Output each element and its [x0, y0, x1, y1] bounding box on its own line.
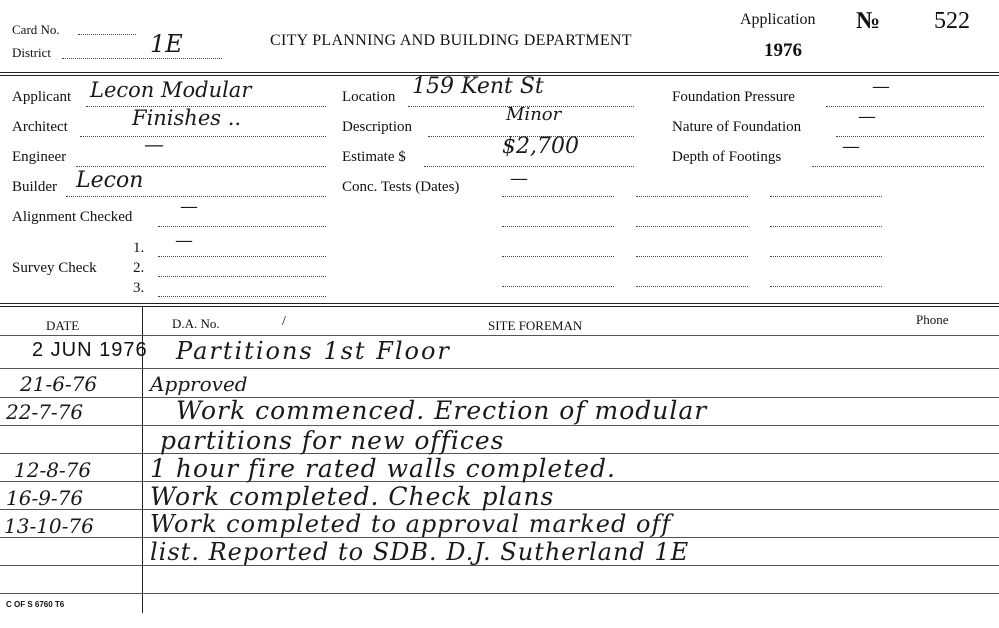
survey-3-line: [158, 296, 326, 297]
log-entry-2: Approved: [150, 372, 248, 396]
conc-tests-line-10: [502, 286, 614, 287]
conc-tests-line-6: [770, 226, 882, 227]
log-row-rule-9: [0, 593, 999, 594]
log-entry-4: partitions for new offices: [160, 426, 505, 455]
site-foreman-header: SITE FOREMAN: [488, 318, 583, 333]
depth-footings-value: —: [842, 136, 860, 157]
log-date-7: 13-10-76: [4, 514, 94, 538]
log-date-5: 12-8-76: [14, 458, 92, 482]
phone-header: Phone: [916, 312, 949, 327]
engineer-label: Engineer: [12, 149, 67, 165]
architect-label: Architect: [12, 119, 68, 135]
survey-2-num: 2.: [133, 260, 145, 276]
foundation-pressure-value: —: [872, 76, 890, 97]
conc-tests-value: —: [510, 168, 528, 189]
estimate-line: [424, 166, 634, 167]
log-row-rule-1: [0, 368, 999, 369]
district-value: 1E: [150, 30, 183, 58]
log-date-6: 16-9-76: [6, 486, 84, 510]
location-value: 159 Kent St: [412, 74, 544, 99]
nature-foundation-label: Nature of Foundation: [672, 119, 802, 135]
log-top-rule: [0, 303, 999, 304]
log-entry-5: 1 hour fire rated walls completed.: [150, 454, 617, 483]
architect-line: [80, 136, 326, 137]
number-symbol: №: [856, 8, 881, 34]
department-title: CITY PLANNING AND BUILDING DEPARTMENT: [270, 32, 632, 49]
architect-value: Finishes ..: [132, 106, 242, 130]
engineer-line: [76, 166, 326, 167]
district-label: District: [12, 45, 51, 60]
conc-tests-line-4: [502, 226, 614, 227]
log-entry-3: Work commenced. Erection of modular: [176, 396, 708, 425]
log-date-2: 21-6-76: [20, 372, 98, 396]
depth-footings-label: Depth of Footings: [672, 149, 782, 165]
card-no-label: Card No.: [12, 22, 60, 37]
survey-1-line: [158, 256, 326, 257]
survey-1-value: —: [175, 230, 193, 251]
depth-footings-line: [812, 166, 984, 167]
builder-label: Builder: [12, 179, 57, 195]
applicant-value: Lecon Modular: [90, 78, 252, 102]
da-no-value: /: [282, 314, 286, 329]
builder-value: Lecon: [76, 168, 144, 193]
conc-tests-line-2: [636, 196, 748, 197]
log-entry-6: Work completed. Check plans: [150, 482, 555, 511]
conc-tests-line-9: [770, 256, 882, 257]
engineer-value: —: [144, 132, 164, 156]
survey-2-line: [158, 276, 326, 277]
log-entry-8: list. Reported to SDB. D.J. Sutherland 1E: [150, 538, 690, 566]
alignment-value: —: [180, 196, 198, 217]
description-label: Description: [342, 119, 412, 135]
log-top-rule-2: [0, 306, 999, 307]
log-header-rule: [0, 335, 999, 336]
card-no-line: [78, 34, 136, 35]
log-entry-1: Partitions 1st Floor: [176, 337, 451, 365]
conc-tests-line-1: [502, 196, 614, 197]
estimate-value: $2,700: [502, 134, 579, 159]
survey-1-num: 1.: [133, 240, 145, 256]
conc-tests-line-11: [636, 286, 748, 287]
district-line: [62, 58, 222, 59]
location-label: Location: [342, 89, 396, 105]
application-number: 522: [934, 8, 970, 34]
foundation-pressure-line: [826, 106, 984, 107]
form-code: C OF S 6760 T6: [6, 600, 65, 609]
application-label: Application: [740, 11, 816, 28]
log-date-1: 2 JUN 1976: [32, 339, 148, 361]
alignment-label: Alignment Checked: [12, 209, 133, 225]
conc-tests-label: Conc. Tests (Dates): [342, 179, 460, 195]
conc-tests-line-5: [636, 226, 748, 227]
conc-tests-line-12: [770, 286, 882, 287]
description-value: Minor: [506, 104, 562, 125]
application-year: 1976: [764, 40, 802, 61]
header-rule: [0, 72, 999, 73]
conc-tests-line-8: [636, 256, 748, 257]
date-header: DATE: [46, 318, 80, 333]
alignment-line: [158, 226, 326, 227]
log-date-3: 22-7-76: [6, 400, 84, 424]
conc-tests-line-7: [502, 256, 614, 257]
estimate-label: Estimate $: [342, 149, 406, 165]
foundation-pressure-label: Foundation Pressure: [672, 89, 795, 105]
log-entry-7: Work completed to approval marked off: [150, 510, 672, 538]
survey-3-num: 3.: [133, 280, 145, 296]
nature-foundation-value: —: [858, 106, 876, 127]
conc-tests-line-3: [770, 196, 882, 197]
applicant-label: Applicant: [12, 89, 72, 105]
survey-label: Survey Check: [12, 260, 97, 276]
da-no-header: D.A. No.: [172, 316, 220, 331]
